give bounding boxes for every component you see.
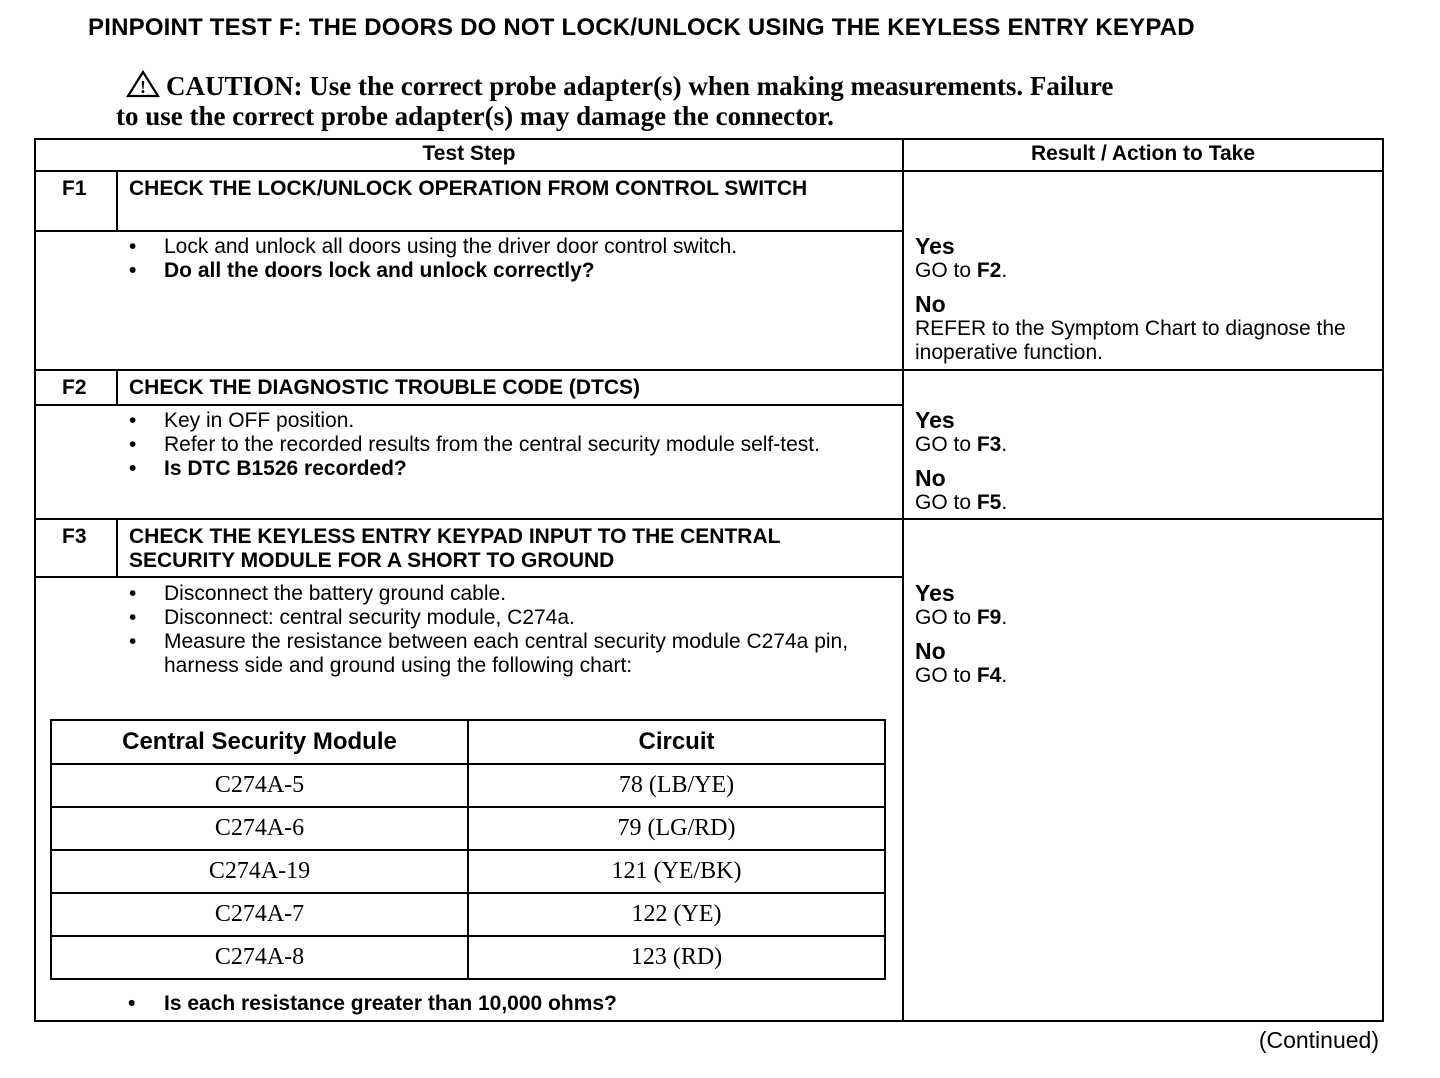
bullet-dot: • xyxy=(128,992,136,1015)
caution-text-1: CAUTION: Use the correct probe adapter(s) when making measurements. Failure xyxy=(166,71,1114,101)
table-cell: C274A-8 xyxy=(51,936,468,979)
warning-triangle-icon xyxy=(126,70,160,98)
column-header: Central Security Module xyxy=(51,720,468,764)
action-text: GO to xyxy=(915,606,977,629)
step-f2-bullets xyxy=(128,409,848,481)
table-cell: 122 (YE) xyxy=(468,893,885,936)
list-item: • Lock and unlock all doors using the driver door control switch. xyxy=(128,235,888,259)
caution-line-1 xyxy=(116,70,1296,101)
table-row xyxy=(51,764,885,807)
yes-action: GO to F9. xyxy=(915,606,1008,629)
step-title-f2: CHECK THE DIAGNOSTIC TROUBLE CODE (DTCS) xyxy=(129,376,640,399)
yes-action: GO to F3. xyxy=(915,433,1008,456)
header-result: Result / Action to Take xyxy=(1030,142,1256,165)
list-item: • Disconnect the battery ground cable. xyxy=(128,582,858,606)
f3-id-divider xyxy=(116,519,118,577)
no-action: GO to F5. xyxy=(915,491,1008,514)
list-item: • Is DTC B1526 recorded? xyxy=(128,457,848,481)
svg-text:!: ! xyxy=(140,77,146,97)
column-header: Circuit xyxy=(468,720,885,764)
result-f3 xyxy=(915,580,1377,696)
target-step: F9 xyxy=(976,606,1002,629)
caution-note xyxy=(116,70,1296,131)
step-title-f3: CHECK THE KEYLESS ENTRY KEYPAD INPUT TO THE CENTRAL SECURITY MODULE FOR A SHORT TO GROUND xyxy=(129,525,781,572)
pin-circuit-table xyxy=(50,719,886,980)
f2-id-divider xyxy=(116,370,118,405)
table-cell: C274A-6 xyxy=(51,807,468,850)
action-text: GO to xyxy=(915,664,977,687)
step-id-f3: F3 xyxy=(62,525,87,548)
target-step: F2 xyxy=(976,259,1002,282)
yes-label: Yes xyxy=(915,580,955,606)
yes-label: Yes xyxy=(915,233,955,259)
table-cell: C274A-7 xyxy=(51,893,468,936)
action-text: GO to xyxy=(915,433,977,456)
list-item: • Refer to the recorded results from the central security module self-test. xyxy=(128,433,848,457)
table-cell: C274A-19 xyxy=(51,850,468,893)
f3-title-rule xyxy=(36,576,902,578)
step-title-f1: CHECK THE LOCK/UNLOCK OPERATION FROM CONTROL SWITCH xyxy=(129,177,808,200)
table-row xyxy=(51,936,885,979)
no-label: No xyxy=(915,465,946,491)
final-question xyxy=(128,992,888,1016)
result-f1 xyxy=(915,233,1377,373)
table-row xyxy=(51,850,885,893)
no-label: No xyxy=(915,638,946,664)
list-item: • Measure the resistance between each central security module C274a pin, harness side and ground using the following chart: xyxy=(128,630,858,678)
f2-title-rule xyxy=(36,404,902,406)
list-item: • Disconnect: central security module, C274a. xyxy=(128,606,858,630)
table-header-row xyxy=(51,720,885,764)
f1-title-rule xyxy=(36,230,902,232)
table-row xyxy=(51,807,885,850)
no-action: REFER to the Symptom Chart to diagnose the inoperative function. xyxy=(915,317,1346,364)
header-rule xyxy=(36,170,1382,172)
yes-action: GO to F2. xyxy=(915,259,1008,282)
caution-line-2: to use the correct probe adapter(s) may damage the connector. xyxy=(116,101,834,131)
list-item: • Do all the doors lock and unlock correctly? xyxy=(128,259,888,283)
table-cell: 123 (RD) xyxy=(468,936,885,979)
header-test-step: Test Step xyxy=(422,142,516,165)
action-text: GO to xyxy=(915,259,977,282)
step-f1-bullets xyxy=(128,235,888,283)
action-text: GO to xyxy=(915,491,977,514)
table-cell: C274A-5 xyxy=(51,764,468,807)
target-step: F3 xyxy=(976,433,1002,456)
continued-note: (Continued) xyxy=(1258,1027,1379,1053)
table-cell: 121 (YE/BK) xyxy=(468,850,885,893)
step-f3-bullets xyxy=(128,582,858,678)
f1-id-divider xyxy=(116,171,118,231)
table-row xyxy=(51,893,885,936)
target-step: F5 xyxy=(976,491,1002,514)
step-id-f2: F2 xyxy=(62,376,87,399)
table-cell: 79 (LG/RD) xyxy=(468,807,885,850)
list-item: • Key in OFF position. xyxy=(128,409,848,433)
no-action: GO to F4. xyxy=(915,664,1008,687)
table-cell: 78 (LB/YE) xyxy=(468,764,885,807)
page-title: PINPOINT TEST F: THE DOORS DO NOT LOCK/UNLOCK USING THE KEYLESS ENTRY KEYPAD xyxy=(88,14,1195,41)
target-step: F4 xyxy=(976,664,1002,687)
final-question-text: Is each resistance greater than 10,000 ohms? xyxy=(164,992,617,1015)
column-divider xyxy=(902,138,904,1022)
step-id-f1: F1 xyxy=(62,177,87,200)
yes-label: Yes xyxy=(915,407,955,433)
result-f2 xyxy=(915,407,1377,523)
no-label: No xyxy=(915,291,946,317)
